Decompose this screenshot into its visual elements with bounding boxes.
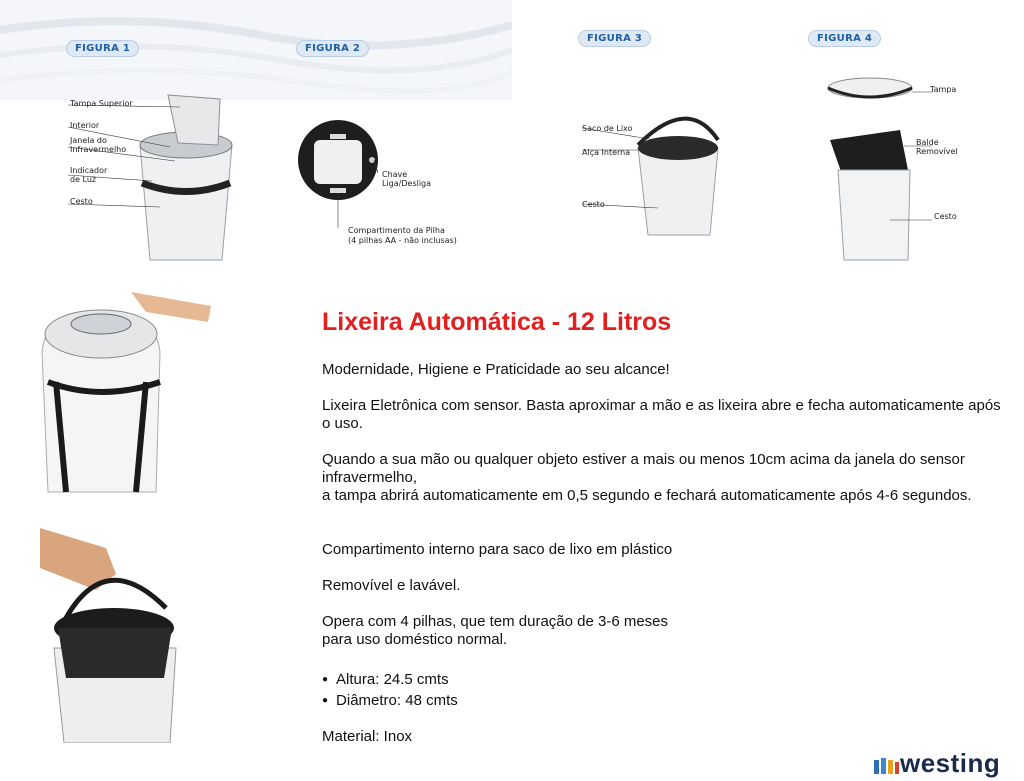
description-timing: a tampa abrirá automaticamente em 0,5 segundo e fechará automaticamente após 4-6 segundos. [322,487,972,504]
figura-2-badge: FIGURA 2 [296,40,369,57]
description-sensor: Lixeira Eletrônica com sensor. Basta aproximar a mão e as lixeira abre e fecha automaticamente após o uso. [322,397,1001,432]
material: Material: Inox [322,728,413,745]
description-removable: Removível e lavável. [322,577,461,594]
spec-altura: ● Altura: 24.5 cmts [322,670,458,691]
label-cesto-fig3: Cesto [582,200,605,209]
label-saco-lixo: Saco de Lixo [582,124,633,133]
figura-4-badge: FIGURA 4 [808,30,881,47]
description-distance: Quando a sua mão ou qualquer objeto estiver a mais ou menos 10cm acima da janela do sensor infravermelho, [322,451,965,486]
label-alca-interna: Alça Interna [582,148,631,157]
label-chave-liga-desliga: Chave Liga/Desliga [382,170,432,188]
product-title: Lixeira Automática - 12 Litros [322,308,672,336]
tagline: Modernidade, Higiene e Praticidade ao seu alcance! [322,361,670,378]
label-tampa-superior: Tampa Superior [70,99,133,108]
label-janela-infravermelho: Janela do Infravermelho [70,136,127,154]
hand-sensor-product-photo [36,282,216,497]
label-cesto-fig1: Cesto [70,197,93,206]
figura-3-inner-bucket-illustration [578,100,738,250]
westing-logo-icon [874,756,900,776]
label-cesto-fig4: Cesto [934,212,957,221]
label-pilhas-note: (4 pilhas AA - não inclusas) [348,236,457,245]
inner-bucket-handle-photo [36,528,216,743]
westing-logo: westing [900,748,1001,778]
label-interior: Interior [70,121,100,130]
spec-diametro: ● Diâmetro: 48 cmts [322,691,458,712]
figura-3-badge: FIGURA 3 [578,30,651,47]
label-compartimento-pilha: Compartimento da Pilha [348,226,445,235]
figura-1-badge: FIGURA 1 [66,40,139,57]
figura-4-exploded-illustration [820,70,960,270]
specs-list [322,670,458,712]
description-usage: para uso doméstico normal. [322,631,508,648]
description-batteries: Opera com 4 pilhas, que tem duração de 3-6 meses [322,613,669,630]
label-balde-removivel: Balde Removível [916,138,958,156]
label-tampa: Tampa [930,85,957,94]
label-indicador-luz: Indicador de Luz [70,166,108,184]
description-compartment: Compartimento interno para saco de lixo em plástico [322,541,673,558]
